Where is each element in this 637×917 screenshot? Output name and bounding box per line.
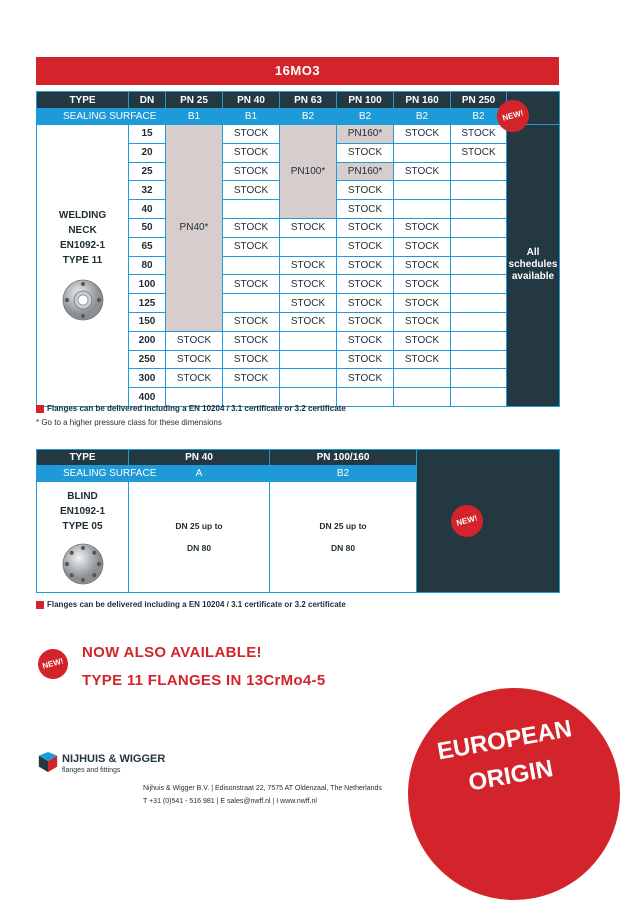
pn160-cell: STOCK (394, 350, 451, 369)
sealing-cell: B2 (337, 109, 394, 125)
pn250-cell (451, 369, 507, 388)
new-badge: NEW! (447, 501, 486, 540)
certificate-note: Flanges can be delivered including a EN 10204 / 3.1 certificate or 3.2 certificate (36, 404, 346, 413)
pn100-cell: STOCK (337, 181, 394, 200)
pn63-merged-cell: PN100* (280, 125, 337, 219)
pn63-cell: STOCK (280, 294, 337, 313)
pn160-cell: STOCK (394, 275, 451, 294)
col-pn160: PN 160 (394, 92, 451, 109)
dn-cell: 400 (129, 388, 166, 407)
pn40-cell: STOCK (223, 275, 280, 294)
pn63-cell: STOCK (280, 312, 337, 331)
promo-subheadline: TYPE 11 FLANGES IN 13CrMo4-5 (82, 672, 326, 689)
pn100-cell: STOCK (337, 331, 394, 350)
company-logo-icon (37, 752, 59, 774)
company-name: NIJHUIS & WIGGER (62, 753, 166, 765)
pn40-cell: STOCK (223, 331, 280, 350)
pn250-cell (451, 350, 507, 369)
col-pn250: PN 250 (451, 92, 507, 109)
pn160-cell (394, 369, 451, 388)
pn40-cell (223, 294, 280, 313)
col-pn40: PN 40 (223, 92, 280, 109)
pn40-cell: STOCK (223, 312, 280, 331)
type-cell: BLIND EN1092-1 TYPE 05 (37, 482, 129, 593)
promo-new-badge: NEW! (35, 646, 72, 683)
footnote: * Go to a higher pressure class for these dimensions (36, 418, 222, 427)
origin-line1: EUROPEAN (435, 715, 574, 766)
pn100-cell: STOCK (337, 218, 394, 237)
pn100-cell: PN160* (337, 125, 394, 144)
pn160-cell: STOCK (394, 294, 451, 313)
pn100-cell: STOCK (337, 312, 394, 331)
pn160-cell: STOCK (394, 256, 451, 275)
pn40-cell: STOCK (223, 143, 280, 162)
pn250-cell (451, 294, 507, 313)
pn250-cell (451, 181, 507, 200)
company-contact: T +31 (0)541 - 516 981 | E sales@nwff.nl | I www.nwff.nl (143, 798, 317, 805)
promo-headline: NOW ALSO AVAILABLE! (82, 644, 262, 661)
pn160-cell (394, 388, 451, 407)
pn100-cell: STOCK (337, 143, 394, 162)
pn100-cell: STOCK (337, 200, 394, 219)
red-square-icon (36, 601, 44, 609)
dn-cell: 32 (129, 181, 166, 200)
origin-line2: ORIGIN (466, 755, 556, 797)
pn100-cell: PN160* (337, 162, 394, 181)
col-pn100: PN 100 (337, 92, 394, 109)
pn160-cell (394, 143, 451, 162)
pn100-cell: STOCK (337, 275, 394, 294)
pn250-cell: STOCK (451, 143, 507, 162)
pn160-cell (394, 181, 451, 200)
pn250-cell (451, 312, 507, 331)
pn160-cell: STOCK (394, 162, 451, 181)
pn63-cell (280, 369, 337, 388)
sealing-cell: B1 (223, 109, 280, 125)
pn63-cell (280, 350, 337, 369)
pn25-merged-cell: PN40* (166, 125, 223, 332)
pn100-cell: STOCK (337, 294, 394, 313)
pn160-cell: STOCK (394, 237, 451, 256)
pn160-cell: STOCK (394, 331, 451, 350)
dn-cell: 150 (129, 312, 166, 331)
pn63-cell (280, 237, 337, 256)
pn40-cell: STOCK (223, 237, 280, 256)
sealing-label: SEALING SURFACE (37, 109, 166, 125)
welding-neck-table (36, 91, 560, 407)
pn100-cell: STOCK (337, 256, 394, 275)
sealing-cell: B1 (166, 109, 223, 125)
pn160-cell: STOCK (394, 218, 451, 237)
dn-cell: 80 (129, 256, 166, 275)
table-row (37, 125, 560, 144)
schedules-panel: All schedules available (507, 125, 560, 407)
dn-cell: 20 (129, 143, 166, 162)
sealing-cell: B2 (394, 109, 451, 125)
col-pn25: PN 25 (166, 92, 223, 109)
red-square-icon (36, 405, 44, 413)
pn250-cell (451, 331, 507, 350)
pn40-cell: STOCK (223, 369, 280, 388)
welding-neck-flange-icon (61, 278, 105, 322)
sealing-cell: B2 (270, 466, 417, 482)
col-pn40: PN 40 (129, 450, 270, 466)
pn40-range: DN 25 up to DN 80 (129, 482, 270, 593)
col-pn100-160: PN 100/160 (270, 450, 417, 466)
sealing-label: SEALING SURFACE (37, 466, 129, 482)
pn250-cell: STOCK (451, 125, 507, 144)
pn40-cell: STOCK (223, 350, 280, 369)
dn-cell: 125 (129, 294, 166, 313)
pn250-cell (451, 275, 507, 294)
sealing-cell: B2 (451, 109, 507, 125)
pn25-cell: STOCK (166, 350, 223, 369)
dn-cell: 40 (129, 200, 166, 219)
col-type: TYPE (37, 450, 129, 466)
dn-cell: 300 (129, 369, 166, 388)
pn25-cell: STOCK (166, 369, 223, 388)
pn160-cell: STOCK (394, 125, 451, 144)
col-dn: DN (129, 92, 166, 109)
pn40-cell: STOCK (223, 181, 280, 200)
new-badge: NEW! (493, 96, 532, 135)
pn250-cell (451, 200, 507, 219)
pn250-cell (451, 388, 507, 407)
pn250-cell (451, 162, 507, 181)
col-type: TYPE (37, 92, 129, 109)
pn100-cell: STOCK (337, 350, 394, 369)
pn63-cell: STOCK (280, 256, 337, 275)
pn40-cell (223, 200, 280, 219)
pn100-range: DN 25 up to DN 80 (270, 482, 417, 593)
european-origin-badge (391, 671, 637, 917)
blind-flange-icon (61, 542, 105, 586)
pn40-cell: STOCK (223, 218, 280, 237)
pn250-cell (451, 218, 507, 237)
pn160-cell: STOCK (394, 312, 451, 331)
pn63-cell: STOCK (280, 218, 337, 237)
pn25-cell: STOCK (166, 331, 223, 350)
dn-cell: 25 (129, 162, 166, 181)
pn250-cell (451, 237, 507, 256)
dn-cell: 50 (129, 218, 166, 237)
material-banner: 16MO3 (36, 57, 559, 85)
pn40-cell (223, 256, 280, 275)
pn63-cell (280, 331, 337, 350)
sealing-cell: B2 (280, 109, 337, 125)
company-tagline: flanges and fittings (62, 767, 121, 774)
pn250-cell (451, 256, 507, 275)
certificate-note-2: Flanges can be delivered including a EN 10204 / 3.1 certificate or 3.2 certificate (36, 600, 346, 609)
col-pn63: PN 63 (280, 92, 337, 109)
dn-cell: 200 (129, 331, 166, 350)
pn160-cell (394, 200, 451, 219)
dn-cell: 65 (129, 237, 166, 256)
sealing-cell: A (129, 466, 270, 482)
pn100-cell: STOCK (337, 237, 394, 256)
new-side-panel (417, 450, 560, 593)
pn40-cell: STOCK (223, 162, 280, 181)
pn100-cell: STOCK (337, 369, 394, 388)
pn40-cell: STOCK (223, 125, 280, 144)
dn-cell: 250 (129, 350, 166, 369)
company-address: Nijhuis & Wigger B.V. | Edisonstraat 22, 7575 AT Oldenzaal, The Netherlands (143, 785, 382, 792)
dn-cell: 100 (129, 275, 166, 294)
type-cell: WELDING NECK EN1092-1 TYPE 11 (37, 125, 129, 407)
dn-cell: 15 (129, 125, 166, 144)
sealing-row (37, 109, 560, 125)
pn63-cell: STOCK (280, 275, 337, 294)
